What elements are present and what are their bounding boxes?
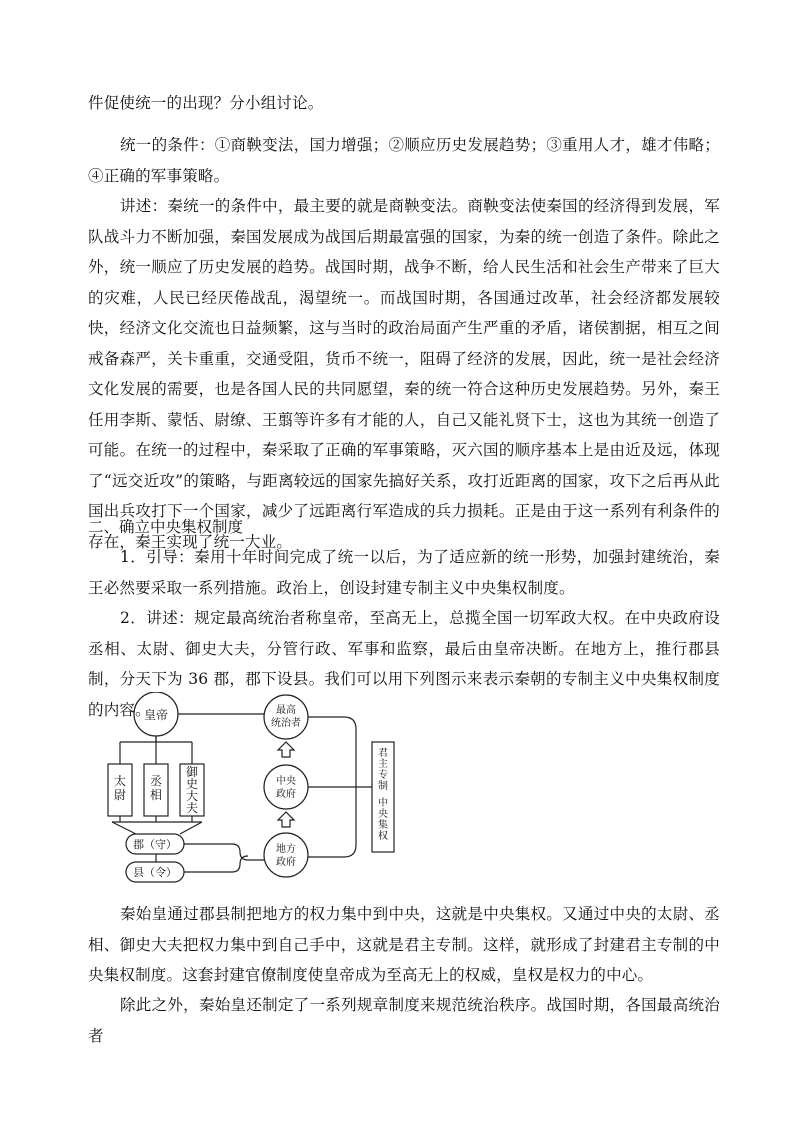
paragraph-1: 件促使统一的出现？分小组讨论。 (88, 94, 324, 112)
central-label-2: 政府 (276, 789, 296, 800)
local-label-1: 地方 (276, 844, 296, 855)
centralization-diagram (100, 692, 410, 892)
jun-label: 郡（守） (133, 838, 177, 851)
paragraph-lecture: 讲述：秦统一的条件中，最主要的就是商鞅变法。商鞅变法使秦国的经济得到发展，军队战斗力不断加强，秦国发展成为战国后期最富强的国家，为秦的统一创造了条件。除此之外，统一顺应了历史发展的趋势。战国时期，战争不断，给人民生活和社会生产带来了巨大的灾难，人民已经厌倦战乱，渴望统一。而战国时期，各国通过改革，社会经济都发展较快，经济文化交流也日益频繁，这与当时的政治局面产生严重的矛盾，诸侯割据，相互之间戒备森严，关卡重重，交通受阻，货币不统一，阻碍了经济的发展，因此，统一是社会经济文化发展的需要，也是各国人民的共同愿望，秦的统一符合这种历史发展趋势。另外，秦王任用李斯、蒙恬、尉缭、王翦等许多有才能的人，自己又能礼贤下士，这也为其统一创造了可能。在统一的过程中，秦采取了正确的军事策略，灭六国的顺序基本上是由近及远，体现了“远交近攻”的策略，与距离较远的国家先搞好关系，攻打近距离的国家，攻下之后再从此国出兵攻打下一个国家，减少了远距离行军造成的兵力损耗。正是由于这一系列有利条件的存在，秦王实现了统一大业。 (88, 197, 720, 551)
paragraph-guide: 1．引导：秦用十年时间完成了统一以后，为了适应新的统一形势，加强封建统治，秦王必然要采取一系列措施。政治上，创设封建专制主义中央集权制度。 (88, 548, 720, 597)
central-label-1: 中央 (276, 776, 296, 787)
yushi-label: 御史大夫 (185, 765, 199, 815)
paragraph-explain: 2．讲述：规定最高统治者称皇帝，至高无上，总揽全国一切军政大权。在中央政府设丞相、太尉、御史大夫，分管行政、军事和监察，最后由皇帝决断。在地方上，推行郡县制，分天下为 36 郡，郡下设县。我们可以用下列图示来表示秦朝的专制主义中央集权制度的内容。 (88, 609, 720, 719)
arrow-up-icon (278, 742, 294, 757)
paragraph-rules: 除此之外，秦始皇还制定了一系列规章制度来规范统治秩序。战国时期，各国最高统治者 (88, 996, 720, 1045)
side-label-bottom: 中央集权 (378, 798, 388, 842)
local-label-2: 政府 (276, 857, 296, 868)
paragraph-summary: 秦始皇通过郡县制把地方的权力集中到中央，这就是中央集权。又通过中央的太尉、丞相、御史大夫把权力集中到自己手中，这就是君主专制。这样，就形成了封建君主专制的中央集权制度。这套封建官僚制度使皇帝成为至高无上的权威，皇权是权力的中心。 (88, 905, 720, 984)
local-government-node (264, 833, 308, 877)
chengxiang-label: 丞相 (149, 774, 163, 802)
ruler-label-2: 统治者 (271, 718, 301, 729)
xian-label: 县（令） (133, 866, 177, 879)
central-government-node (264, 765, 308, 809)
emperor-label: 皇帝 (143, 708, 169, 722)
ruler-node (264, 695, 308, 739)
section-heading-2: 二、确立中央集权制度 (88, 518, 244, 536)
ruler-label-1: 最高 (276, 705, 296, 716)
arrow-up-icon (278, 812, 294, 827)
side-label-top: 君主专制 (378, 748, 388, 792)
paragraph-conditions: 统一的条件：①商鞅变法，国力增强；②顺应历史发展趋势；③重用人才，雄才伟略；④正确的军事策略。 (88, 136, 720, 185)
taiwei-label: 太尉 (113, 774, 127, 802)
